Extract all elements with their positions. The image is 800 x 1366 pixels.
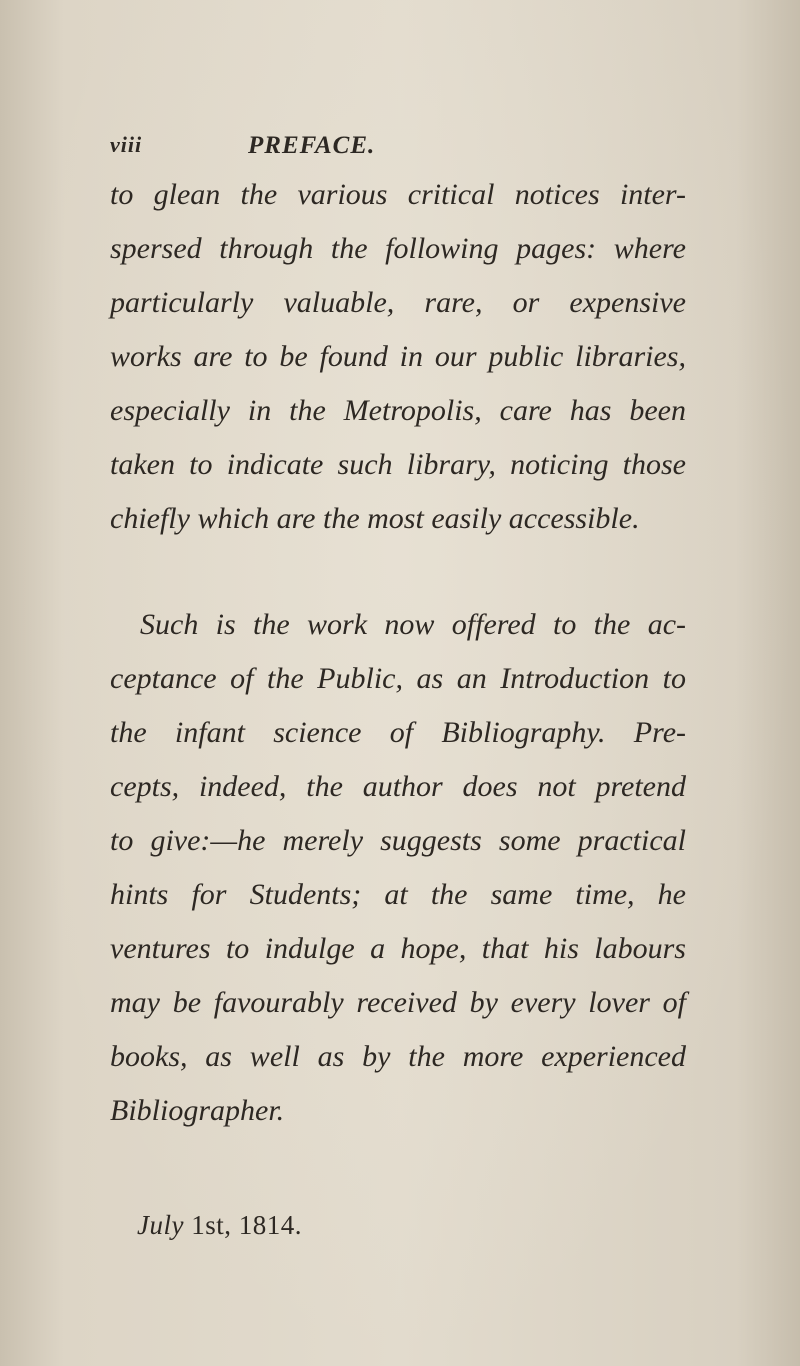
text-line: may be favourably received by every lover of xyxy=(110,986,686,1019)
text-line: spersed through the following pages: where xyxy=(110,232,686,265)
text-line: chiefly which are the most easily accessible. xyxy=(110,502,640,535)
text-line: to glean the various critical notices inter- xyxy=(110,178,686,211)
date-month: July xyxy=(137,1210,184,1240)
text-line: taken to indicate such library, noticing those xyxy=(110,448,686,481)
page-number: viii xyxy=(110,132,143,157)
text-line: works are to be found in our public libraries, xyxy=(110,340,686,373)
date-rest: 1st, 1814. xyxy=(191,1210,302,1240)
text-line: the infant science of Bibliography. Pre- xyxy=(110,716,686,749)
text-line: ceptance of the Public, as an Introduction to xyxy=(110,662,686,695)
running-title: PREFACE. xyxy=(248,132,376,159)
text-line: ventures to indulge a hope, that his labours xyxy=(110,932,686,965)
text-line: especially in the Metropolis, care has been xyxy=(110,394,686,427)
paragraph-2 xyxy=(110,598,686,1138)
text-line: books, as well as by the more experienced xyxy=(110,1040,686,1073)
text-line: to give:—he merely suggests some practical xyxy=(110,824,686,857)
text-line: cepts, indeed, the author does not pretend xyxy=(110,770,686,803)
running-head xyxy=(110,132,730,168)
text-line: Bibliographer. xyxy=(110,1094,285,1127)
text-line: particularly valuable, rare, or expensive xyxy=(110,286,686,319)
body-text xyxy=(110,168,686,1138)
date-line xyxy=(137,1210,302,1241)
text-line: hints for Students; at the same time, he xyxy=(110,878,686,911)
paragraph-1 xyxy=(110,168,686,546)
text-line: Such is the work now offered to the ac- xyxy=(140,608,686,641)
